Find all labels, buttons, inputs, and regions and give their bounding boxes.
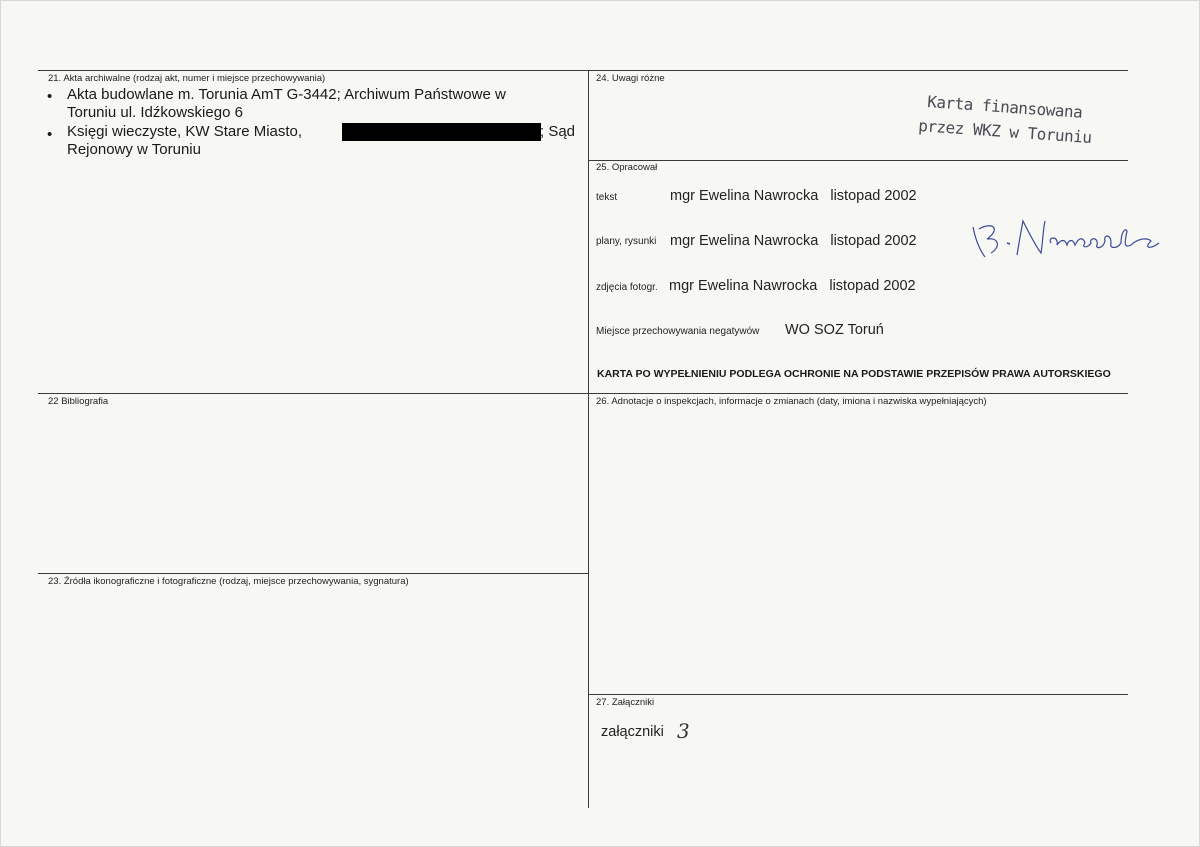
section-26-heading: 26. Adnotacje o inspekcjach, informacje o zmianach (daty, imiona i nazwiska wypełniających) [596,396,987,407]
center-divider [588,70,589,808]
archive-item-1-line2: Toruniu ul. Idźkowskiego 6 [67,104,243,121]
attachments-count: 3 [677,719,690,743]
zdjecia-value: mgr Ewelina Nawrocka listopad 2002 [669,278,916,294]
rule-22-23 [38,573,589,574]
top-rule [38,70,1128,71]
rule-24-25 [588,160,1128,161]
section-24-heading: 24. Uwagi różne [596,73,665,84]
funding-stamp-line1: Karta finansowana [926,92,1083,122]
zdjecia-label: zdjęcia fotogr. [596,282,658,293]
archive-item-1-line1: Akta budowlane m. Torunia AmT G-3442; Archiwum Państwowe w [67,86,506,103]
section-22-heading: 22 Bibliografia [48,396,109,407]
plany-value: mgr Ewelina Nawrocka listopad 2002 [670,233,917,249]
archive-item-2-part1: Księgi wieczyste, KW Stare Miasto, [67,123,303,140]
archive-item-2-part2: ; Sąd [540,123,576,140]
archive-item-2-line2: Rejonowy w Toruniu [67,141,201,158]
redaction-bar [342,123,541,141]
tekst-value: mgr Ewelina Nawrocka listopad 2002 [670,188,917,204]
section-27-heading: 27. Załączniki [596,697,655,708]
tekst-label: tekst [596,192,618,203]
rule-26-27 [588,694,1128,695]
rule-21-22 [38,393,1128,394]
bullet-2: • [47,126,53,143]
section-25-heading: 25. Opracował [596,162,658,173]
attachments-label: załączniki [601,724,664,740]
section-23-heading: 23. Źródła ikonograficzne i fotograficzne (rodzaj, miejsce przechowywania, sygnatura) [48,576,409,587]
section-21-heading: 21. Akta archiwalne (rodzaj akt, numer i miejsce przechowywania) [48,73,326,84]
copyright-notice: KARTA PO WYPEŁNIENIU PODLEGA OCHRONIE NA PODSTAWIE PRZEPISÓW PRAWA AUTORSKIEGO [597,368,1111,380]
miejsce-label: Miejsce przechowywania negatywów [596,326,760,337]
plany-label: plany, rysunki [596,236,657,247]
bullet-1: • [47,88,53,105]
funding-stamp-line2: przez WKZ w Toruniu [917,116,1093,148]
signature [965,213,1165,263]
miejsce-value: WO SOZ Toruń [785,322,884,338]
